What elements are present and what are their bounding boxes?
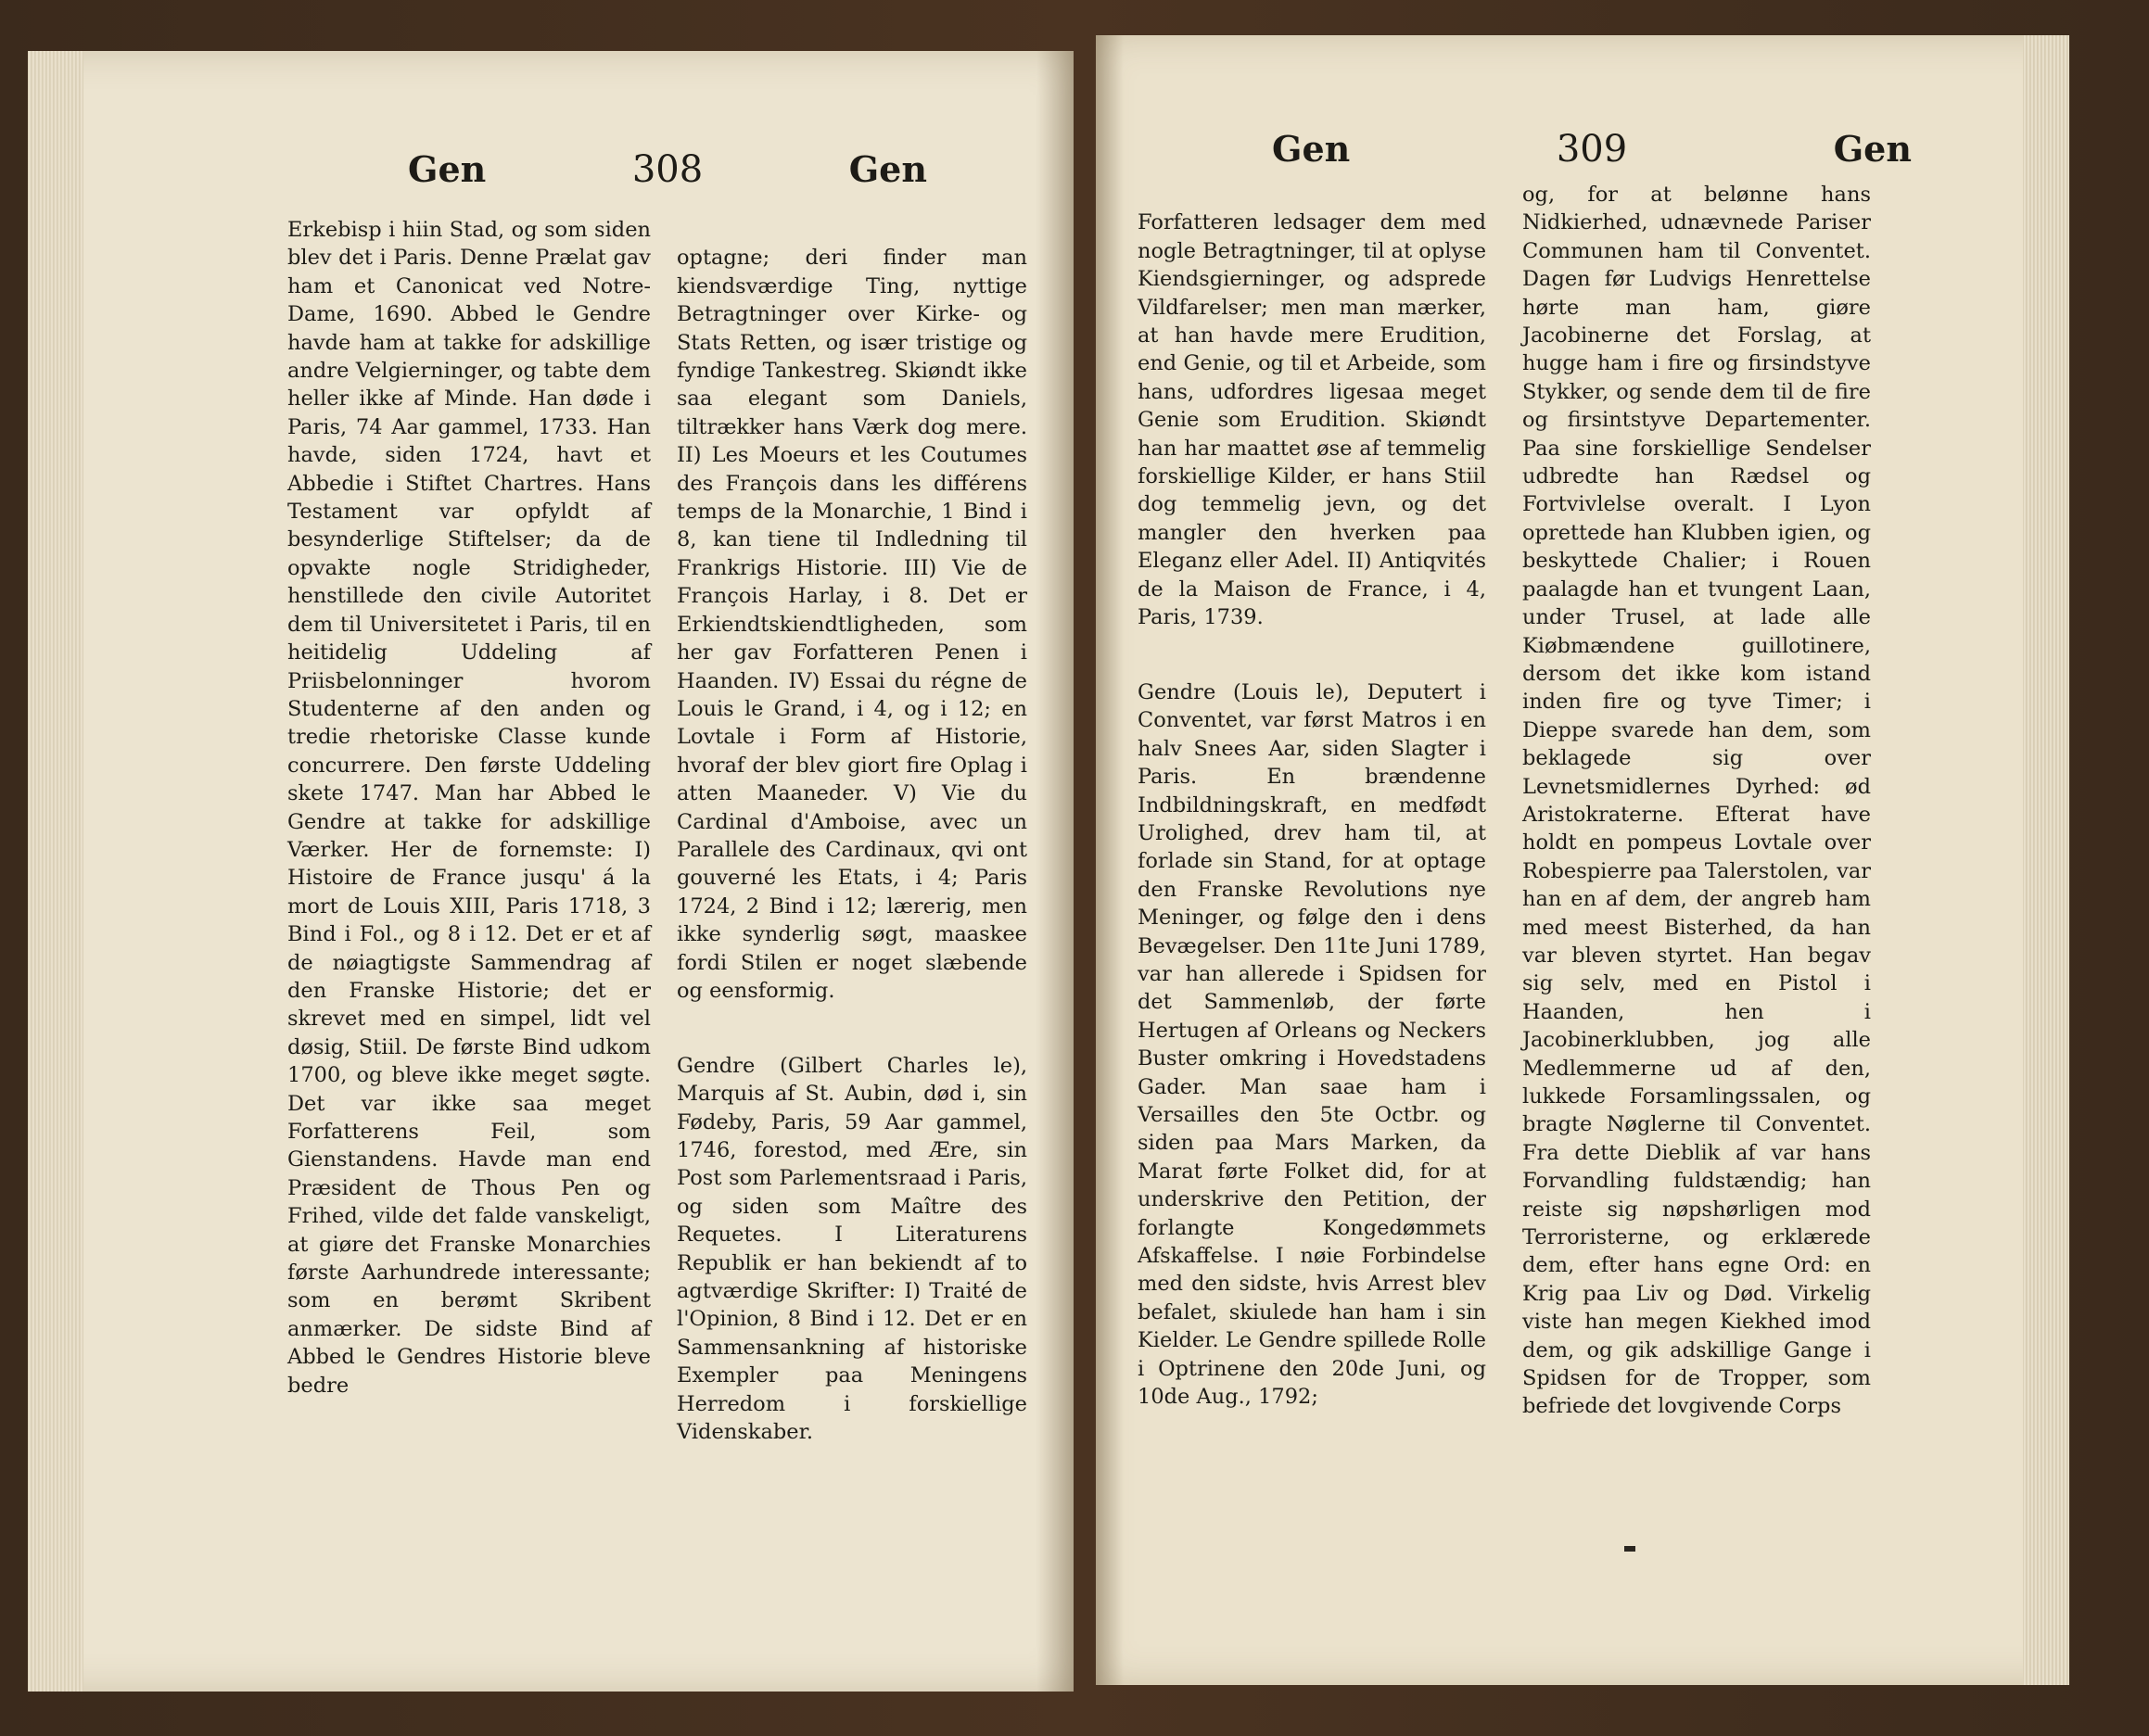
paragraph: Forfatteren ledsager dem med nogle Betragtninger, til at oplyse Kiendsgierninger, og adsprede Vildfarelser; men man mærker, at han havde mere Erudition, end Genie, og til et Arbeide, som hans, udfordres ligesaa meget Genie som Erudition. Skiøndt han har maattet øse af temmelig forskiellige Kilder, er hans Stiil dog temmelig jevn, og det mangler den hverken paa Eleganz eller Adel. II) Antiqvités de la Maison de France, i 4, Paris, 1739. xyxy=(1138,210,1487,630)
text-column-2: og, for at belønne hans Nidkierhed, udnævnede Pariser Communen ham til Conventet. Dagen før Ludvigs Henrettelse hørte man ham, giøre Jacobinerne det Forslag, at hugge ham i fire og firsindstyve Stykker, og sende dem til de fire og firsintstyve Departementer. Paa sine forskiellige Sendelser udbredte han Rædsel og Fortvivlelse overalt. I Lyon oprettede han Klubben igien, og beskyttede Chalier; i Rouen paalagde han et tvungent Laan, under Trusel, at lade alle Kiøbmændene guillotinere, dersom det ikke kom istand inden fire og tyve Timer; i Dieppe svarede han dem, som beklagede sig over Levnetsmidlernes Dyrhed: ød Aristokraterne. Efterat have holdt en pompeus Lovtale over Robespierre paa Talerstolen, var han en af dem, der angreb ham med meest Bisterhed, da han var bleven styrtet. Han begav sig selv, med en Pistol i Haanden, hen i Jacobinerklubben, jog alle Medlemmerne ud af den, lukkede Forsamlingssalen, og bragte Nøglerne til Conventet. Fra dette Dieblik af var hans Forvandling fuldstændig; han reiste sig nøpshørligen mod Terroristerne, og erklærede dem, efter hans egne Ord: en Krig paa Liv og Død. Virkelig viste han megen Kiekhed imod dem, og gik adskillige Gange i Spidsen for de Tropper, som befriede det lovgivende Corps xyxy=(1522,183,1871,1419)
running-header xyxy=(408,148,927,204)
header-word-left: Gen xyxy=(1272,128,1351,170)
right-page xyxy=(1096,35,2069,1685)
text-column-1: Erkebisp i hiin Stad, og som siden blev det i Paris. Denne Prælat gav ham et Canonicat ved Notre-Dame, 1690. Abbed le Gendre havde ham at takke for adskillige andre Velgierninger, og tabte dem heller ikke af Minde. Han døde i Paris, 74 Aar gammel, 1733. Han havde, siden 1724, havt et Abbedie i Stiftet Chartres. Hans Testament var opfyldt af besynderlige Stiftelser; da de opvakte nogle Stridigheder, henstillede den civile Autoritet dem til Universitetet i Paris, til en heitidelig Uddeling af Priisbelonninger hvorom Studenterne af den anden og tredie rhetoriske Classe kunde concurrere. Den første Uddeling skete 1747. Man har Abbed le Gendre at takke for adskillige Værker. Her de fornemste: I) Histoire de France jusqu' á la mort de Louis XIII, Paris 1718, 3 Bind i Fol., og 8 i 12. Det er et af de nøiagtigste Sammendrag af den Franske Historie; det er skrevet med en simpel, lidt vel døsig, Stiil. De første Bind udkom 1700, og bleve ikke meget søgte. Det var ikke saa meget Forfatterens Feil, som Gienstandens. Havde man end Præsident de Thous Pen og Frihed, vilde det falde vanskeligt, at giøre det Franske Monarchies første Aarhundrede interessante; som en berømt Skribent anmærker. De sidste Bind af Abbed le Gendres Historie bleve bedre xyxy=(287,218,651,1398)
header-word-right: Gen xyxy=(1833,128,1912,170)
left-page xyxy=(28,51,1074,1692)
paragraph: optagne; deri finder man kiendsværdige Ting, nyttige Betragtninger over Kirke- og Stats Retten, og især tristige og fyndige Tankestreg. Skiøndt ikke saa elegant som Daniels, tiltrækker hans Værk dog mere. II) Les Moeurs et les Coutumes des François dans les différens temps de la Monarchie, 1 Bind i 8, kan tiene til Indledning til Frankrigs Historie. III) Vie de François Harlay, i 8. Det er Erkiendtskiendtligheden, som her gav Forfatteren Penen i Haanden. IV) Essai du régne de Louis le Grand, i 4, og i 12; en Lovtale i Form af Historie, hvoraf der blev giort fire Oplag i atten Maaneder. V) Vie du Cardinal d'Amboise, avec un Parallele des Cardinaux, qvi ont gouverné les Etats, i 4; Paris 1724, 2 Bind i 12; lærerig, men ikke synderlig søgt, maaskee fordi Stilen er noget slæbende og eensformig. xyxy=(677,246,1027,1003)
page-number: 309 xyxy=(1556,128,1628,171)
gutter-shadow xyxy=(1096,35,1124,1685)
page-edges xyxy=(2023,35,2069,1685)
header-word-right: Gen xyxy=(848,148,927,190)
text-column-2 xyxy=(677,216,1027,1446)
entry-gendre-gilbert: Gendre (Gilbert Charles le), Marquis af St. Aubin, død i, sin Fødeby, Paris, 59 Aar gammel, 1746, forestod, med Ære, sin Post som Parlementsraad i Paris, og siden som Maître des Requetes. I Literaturens Republik er han bekiendt af to agtværdige Skrifter: I) Traité de l'Opinion, 8 Bind i 12. Det er en Sammensankning af historiske Exempler paa Meningens Herredom i forskiellige Videnskaber. xyxy=(677,1053,1027,1445)
gutter-shadow xyxy=(1036,51,1074,1692)
running-header xyxy=(1272,128,1912,184)
page-edges xyxy=(28,51,83,1692)
catchword-mark xyxy=(1624,1546,1635,1552)
page-number: 308 xyxy=(631,148,704,191)
header-word-left: Gen xyxy=(408,148,487,190)
text-column-1 xyxy=(1138,181,1486,1411)
entry-gendre-louis: Gendre (Louis le), Deputert i Conventet, var først Matros i en halv Snees Aar, siden Slagter i Paris. En brændenne Indbildningskraft, en medfødt Urolighed, drev ham til, at forlade sin Stand, for at optage den Franske Revolutions nye Meninger, og følge den i dens Bevægelser. Den 11te Juni 1789, var han allerede i Spidsen for det Sammenløb, der førte Hertugen af Orleans og Neckers Buster omkring i Hovedstadens Gader. Man saae ham i Versailles den 5te Octbr. og siden paa Mars Marken, da Marat førte Folket did, for at underskrive den Petition, der forlangte Kongedømmets Afskaffelse. I nøie Forbindelse med den sidste, hvis Arrest blev befalet, skiulede han ham i sin Kielder. Le Gendre spillede Rolle i Optrinene den 20de Juni, og 10de Aug., 1792; xyxy=(1138,679,1486,1410)
